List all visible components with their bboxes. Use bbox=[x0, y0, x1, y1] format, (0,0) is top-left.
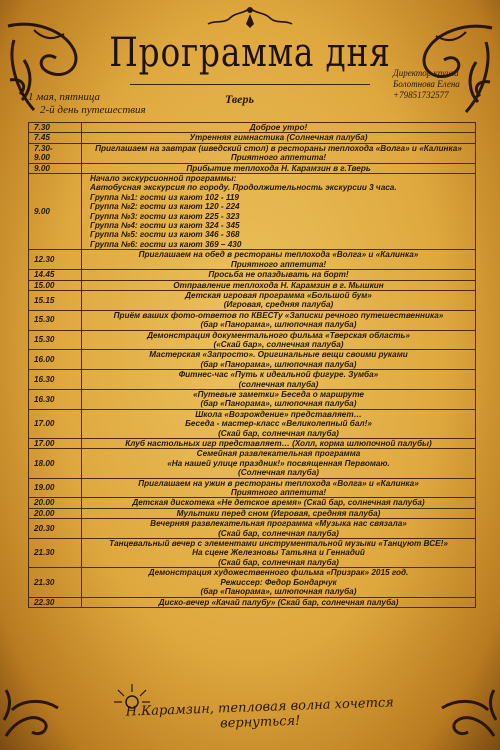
event-line: (Солнечная палуба) bbox=[237, 468, 320, 478]
schedule-time: 16.00 bbox=[29, 350, 82, 370]
schedule-event bbox=[82, 350, 476, 370]
event-line: (Скай бар, солнечная палуба) bbox=[218, 528, 339, 538]
schedule-row bbox=[29, 449, 476, 478]
schedule-time: 15.00 bbox=[29, 280, 82, 290]
schedule-row bbox=[29, 568, 476, 597]
event-line: (бар «Панорама», шлюпочная палуба) bbox=[200, 320, 357, 330]
event-line: (бар «Панорама», шлюпочная палуба) bbox=[200, 399, 357, 409]
event-line: Демонстрация художественного фильма «Призрак» 2015 год. bbox=[148, 568, 409, 578]
event-line: Приглашаем на обед в рестораны теплохода «Волга» и «Калинка» bbox=[138, 250, 419, 260]
schedule-row bbox=[29, 350, 476, 370]
schedule-time: 17.00 bbox=[29, 409, 82, 438]
schedule-time: 22.30 bbox=[29, 597, 82, 607]
event-line: Группа №1: гости из кают 102 - 119 bbox=[90, 192, 239, 202]
schedule-event bbox=[82, 568, 476, 597]
schedule-event bbox=[82, 439, 476, 449]
program-date: 1 мая, пятница bbox=[28, 91, 101, 103]
event-line: Группа №2: гости из кают 120 - 224 bbox=[90, 202, 240, 212]
event-line: Беседа - мастер-класс «Великолепный бал!» bbox=[185, 419, 372, 429]
event-line: (Скай бар, солнечная палуба) bbox=[218, 428, 339, 438]
event-line: Демонстрация документального фильма «Тверская область» bbox=[147, 330, 410, 340]
schedule-event bbox=[82, 370, 476, 390]
director-phone: +79851732577 bbox=[393, 90, 449, 100]
schedule-time: 12.30 bbox=[29, 250, 82, 270]
schedule-event bbox=[82, 478, 476, 498]
title-underline bbox=[130, 84, 370, 85]
schedule-event bbox=[82, 330, 476, 350]
schedule-time: 18.00 bbox=[29, 449, 82, 478]
event-line: Приятного аппетита! bbox=[230, 153, 327, 163]
schedule-table bbox=[28, 122, 476, 608]
flourish-ornament-icon bbox=[2, 680, 72, 740]
schedule-time: 20.00 bbox=[29, 498, 82, 508]
schedule-time: 15.30 bbox=[29, 330, 82, 350]
event-line: (бар «Панорама», шлюпочная палуба) bbox=[200, 359, 357, 369]
crown-ornament-icon bbox=[200, 4, 300, 30]
schedule-time: 19.00 bbox=[29, 478, 82, 498]
schedule-event bbox=[82, 389, 476, 409]
event-line: Прибытие теплохода Н. Карамзин в г.Тверь bbox=[186, 163, 371, 173]
event-line: Утренняя гимнастика (Солнечная палуба) bbox=[189, 133, 368, 143]
schedule-event bbox=[82, 519, 476, 539]
schedule-row bbox=[29, 163, 476, 173]
schedule-row bbox=[29, 330, 476, 350]
schedule-time: 16.30 bbox=[29, 370, 82, 390]
flourish-ornament-icon bbox=[428, 680, 498, 740]
schedule-row bbox=[29, 409, 476, 438]
schedule-row bbox=[29, 280, 476, 290]
event-line: Группа №3: гости из кают 225 - 323 bbox=[90, 211, 240, 221]
schedule-event bbox=[82, 539, 476, 568]
event-line: Режиссер: Федор Бондарчук bbox=[220, 577, 337, 587]
trip-day: 2-й день путешествия bbox=[40, 104, 146, 116]
schedule-event bbox=[82, 508, 476, 518]
event-line: Приём ваших фото-ответов по КВЕСТу «Записки речного путешественника» bbox=[113, 310, 444, 320]
event-line: Вечерняя развлекательная программа «Музыка нас связала» bbox=[150, 519, 407, 529]
schedule-row bbox=[29, 310, 476, 330]
schedule-time: 21.30 bbox=[29, 539, 82, 568]
schedule-event bbox=[82, 498, 476, 508]
event-line: Доброе утро! bbox=[249, 123, 308, 132]
schedule-row bbox=[29, 133, 476, 143]
event-line: Семейная развлекательная программа bbox=[196, 449, 361, 459]
schedule-time: 7.45 bbox=[29, 133, 82, 143]
schedule-time: 15.15 bbox=[29, 290, 82, 310]
event-line: («Скай бар», солнечная палуба) bbox=[213, 339, 344, 349]
schedule-event bbox=[82, 270, 476, 280]
schedule-row bbox=[29, 519, 476, 539]
schedule-event bbox=[82, 123, 476, 133]
schedule-row bbox=[29, 143, 476, 163]
schedule-row bbox=[29, 439, 476, 449]
event-line: Группа №4: гости из кают 324 - 345 bbox=[90, 221, 240, 231]
schedule-row bbox=[29, 539, 476, 568]
schedule-time: 9.00 bbox=[29, 163, 82, 173]
page-title: Программа дня bbox=[109, 30, 391, 76]
schedule-event bbox=[82, 290, 476, 310]
event-line: Детская игровая программа «Большой бум» bbox=[185, 290, 372, 300]
schedule-time: 7.30 bbox=[29, 123, 82, 133]
event-line: Автобусная экскурсия по городу. Продолжительность экскурсии 3 часа. bbox=[90, 183, 397, 193]
event-line: Просьба не опаздывать на борт! bbox=[208, 270, 349, 280]
schedule-row bbox=[29, 174, 476, 250]
schedule-time: 16.30 bbox=[29, 389, 82, 409]
event-line: Отправление теплохода Н. Карамзин в г. Мышкин bbox=[173, 280, 384, 290]
event-line: Группа №6: гости из кают 369 – 430 bbox=[90, 239, 242, 249]
event-line: (бар «Панорама», шлюпочная палуба) bbox=[200, 587, 357, 597]
schedule-event bbox=[82, 449, 476, 478]
city-name: Тверь bbox=[225, 92, 254, 106]
director-title: Директор круиза bbox=[393, 68, 459, 78]
event-line: Фитнес-час «Путь к идеальной фигуре. Зумба» bbox=[178, 370, 379, 380]
event-line: Начало экскурсионной программы: bbox=[90, 174, 237, 184]
director-name: Болотнова Елена bbox=[393, 79, 460, 89]
schedule-row bbox=[29, 270, 476, 280]
schedule-event bbox=[82, 133, 476, 143]
schedule-event bbox=[82, 409, 476, 438]
schedule-event bbox=[82, 174, 476, 250]
cruise-director bbox=[393, 68, 460, 101]
schedule-time: 9.00 bbox=[29, 174, 82, 250]
event-line: Мастерская «Запросто». Оригинальные вещи своими руками bbox=[149, 350, 408, 360]
event-line: Детская дискотека «Не детское время» (Скай бар, солнечная палуба) bbox=[132, 498, 425, 508]
schedule-row bbox=[29, 290, 476, 310]
schedule-row bbox=[29, 597, 476, 607]
schedule-event bbox=[82, 310, 476, 330]
event-line: «Путевые заметки» Беседа о маршруте bbox=[193, 389, 364, 399]
schedule-event bbox=[82, 280, 476, 290]
schedule-time: 14.45 bbox=[29, 270, 82, 280]
schedule-time: 17.00 bbox=[29, 439, 82, 449]
event-line: Приглашаем на завтрак (шведский стол) в рестораны теплохода «Волга» и «Калинка» bbox=[95, 143, 462, 153]
event-line: На сцене Железновы Татьяна и Геннадий bbox=[192, 548, 365, 558]
event-line: Клуб настольных игр представляет… (Холл, корма шлюпочной палубы) bbox=[125, 439, 432, 448]
event-line: Приятного аппетита! bbox=[230, 259, 327, 269]
schedule-event bbox=[82, 250, 476, 270]
schedule-event bbox=[82, 163, 476, 173]
schedule-time: 20.00 bbox=[29, 508, 82, 518]
event-line: Школа «Возрождение» представляет… bbox=[195, 409, 362, 419]
event-line: Группа №5: гости из кают 346 - 368 bbox=[90, 230, 240, 240]
schedule-row bbox=[29, 389, 476, 409]
event-line: Приглашаем на ужин в рестораны теплохода «Волга» и «Калинка» bbox=[138, 478, 419, 488]
schedule-event bbox=[82, 143, 476, 163]
event-line: (солнечная палуба) bbox=[238, 379, 319, 389]
schedule-row bbox=[29, 123, 476, 133]
schedule-time: 15.30 bbox=[29, 310, 82, 330]
footer-slogan: Н.Карамзин, тепловая волна хочется вернуться! bbox=[125, 695, 395, 732]
schedule-row bbox=[29, 250, 476, 270]
schedule-time: 21.30 bbox=[29, 568, 82, 597]
schedule-row bbox=[29, 508, 476, 518]
event-line: Танцевальный вечер с элементами инструментальной музыки «Танцуют ВСЕ!» bbox=[109, 539, 448, 549]
schedule-time: 7.30- 9.00 bbox=[29, 143, 82, 163]
event-line: «На нашей улице праздник!» посвященная Первомаю. bbox=[167, 458, 390, 468]
event-line: (Скай бар, солнечная палуба) bbox=[218, 557, 339, 567]
event-line: Диско-вечер «Качай палубу» (Скай бар, солнечная палуба) bbox=[158, 597, 399, 607]
event-line: Приятного аппетита! bbox=[230, 488, 327, 498]
event-line: (Игровая, средняя палуба) bbox=[223, 300, 334, 310]
schedule-event bbox=[82, 597, 476, 607]
schedule-row bbox=[29, 478, 476, 498]
schedule-time: 20.30 bbox=[29, 519, 82, 539]
schedule-row bbox=[29, 498, 476, 508]
event-line: Мультики перед сном (Игровая, средняя палуба) bbox=[176, 508, 381, 518]
schedule-row bbox=[29, 370, 476, 390]
